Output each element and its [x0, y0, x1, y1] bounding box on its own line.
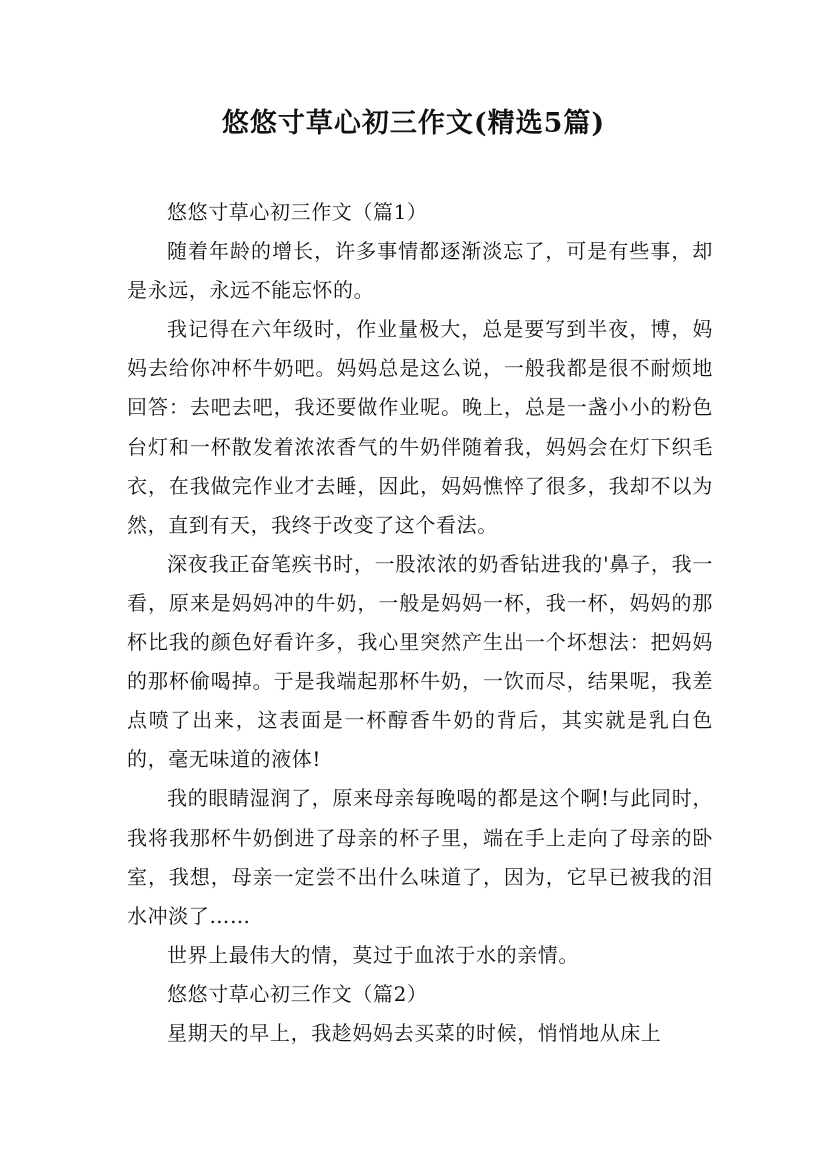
- paragraph: 随着年龄的增长，许多事情都逐渐淡忘了，可是有些事，却是永远，永远不能忘怀的。: [127, 239, 713, 303]
- section-heading-2: 悠悠寸草心初三作文（篇2）: [167, 981, 428, 1006]
- paragraph: 深夜我正奋笔疾书时，一股浓浓的奶香钻进我的'鼻子，我一看，原来是妈妈冲的牛奶，一般是妈妈一杯，我一杯，妈妈的那杯比我的颜色好看许多，我心里突然产生出一个坏想法：把妈妈的那杯偷喝掉。于是我端起那杯牛奶，一饮而尽，结果呢，我差点喷了出来，这表面是一杯醇香牛奶的背后，其实就是乳白色的，毫无味道的液体!: [127, 551, 713, 772]
- section-heading-1: 悠悠寸草心初三作文（篇1）: [167, 200, 428, 224]
- document-body: [127, 193, 713, 1053]
- document-title: 悠悠寸草心初三作文(精选5篇): [221, 108, 606, 139]
- paragraph: 世界上最伟大的情，莫过于血浓于水的亲情。: [167, 942, 579, 967]
- paragraph: 星期天的早上，我趁妈妈去买菜的时候，悄悄地从床上: [167, 1020, 662, 1045]
- paragraph: 我记得在六年级时，作业量极大，总是要写到半夜，博，妈妈去给你冲杯牛奶吧。妈妈总是这么说，一般我都是很不耐烦地回答：去吧去吧，我还要做作业呢。晚上，总是一盏小小的粉色台灯和一杯散发着浓浓香气的牛奶伴随着我，妈妈会在灯下织毛衣，在我做完作业才去睡，因此，妈妈憔悴了很多，我却不以为然，直到有天，我终于改变了这个看法。: [127, 317, 713, 537]
- paragraph: 我的眼睛湿润了，原来母亲每晚喝的都是这个啊!与此同时，我将我那杯牛奶倒进了母亲的杯子里，端在手上走向了母亲的卧室，我想，母亲一定尝不出什么味道了，因为，它早已被我的泪水冲淡了……: [127, 786, 713, 928]
